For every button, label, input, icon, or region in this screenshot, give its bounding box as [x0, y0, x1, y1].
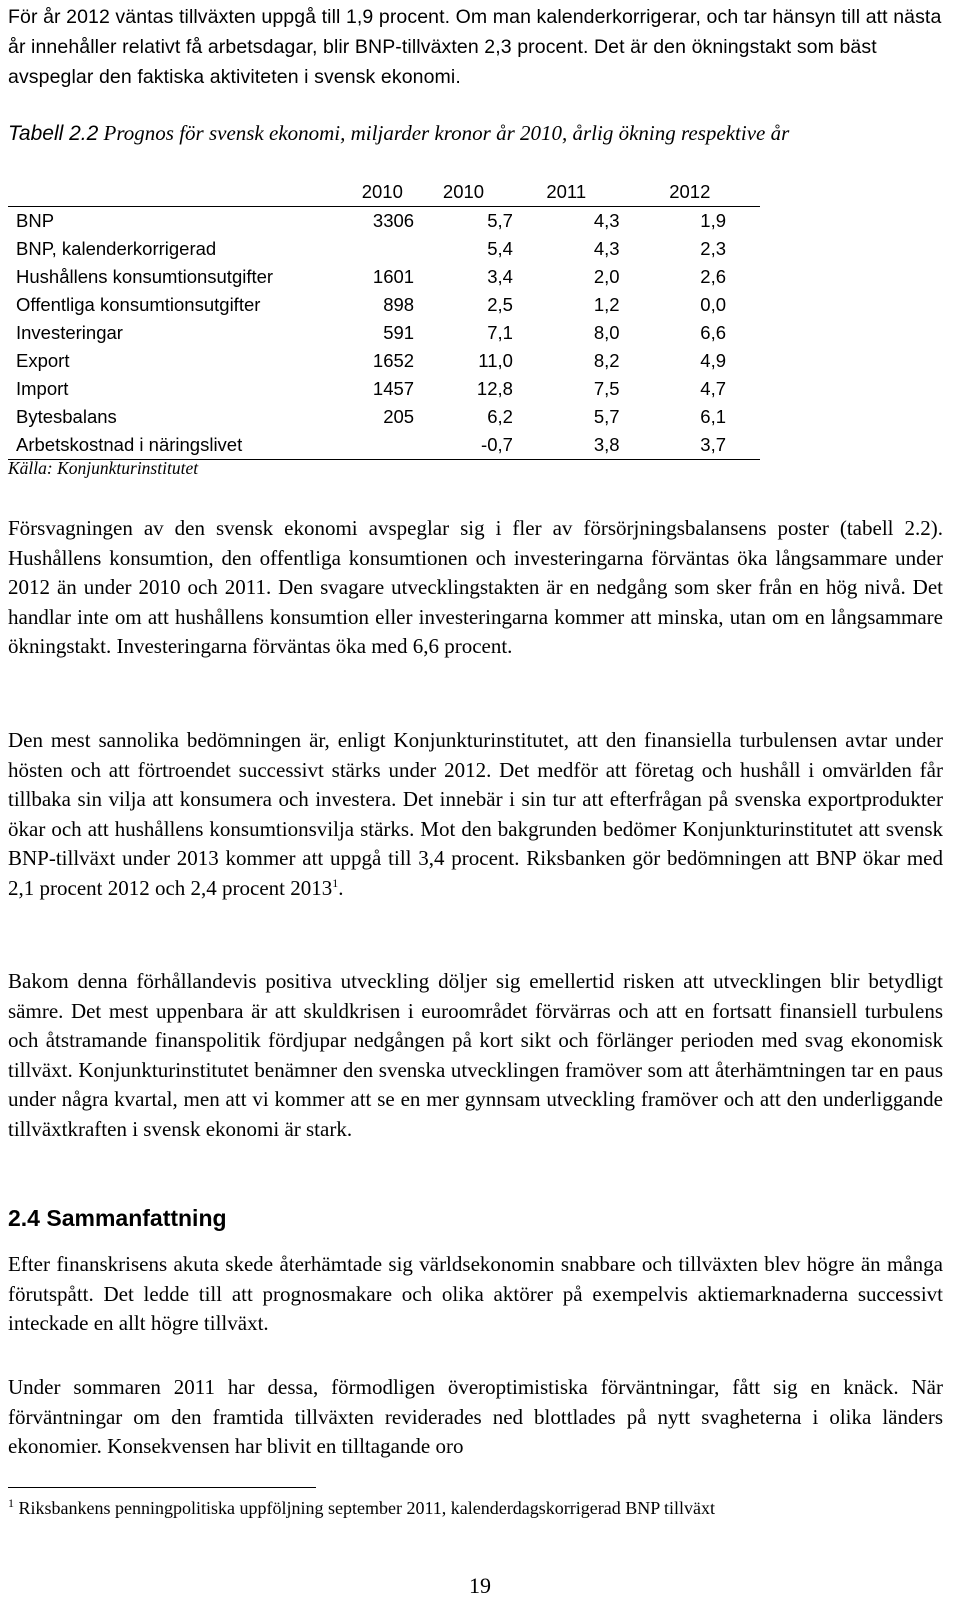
table-row — [8, 235, 760, 263]
table-cell: 3306 — [372, 210, 415, 231]
table-caption-text: Prognos för svensk ekonomi, miljarder kronor år 2010, årlig ökning respektive år — [98, 121, 790, 145]
table-cell: 4,9 — [700, 350, 726, 371]
table-header-cell — [8, 178, 351, 207]
table-row — [8, 207, 760, 236]
body-paragraph: Försvagningen av den svensk ekonomi avspeglar sig i fler av försörjningsbalansens poster (tabell 2.2). Hushållens konsumtion, den offentliga konsumtionen och investeringarna förväntas öka långsammare under 2012 än under 2010 och 2011. Den svagare utvecklingstakten är en nedgång som sker från en hög nivå. Det handlar inte om att hushållens konsumtion eller investeringarna kommer att minska, utan om en långsammare ökningstakt. Investeringarna förväntas öka med 6,6 procent. — [8, 516, 943, 658]
table-caption — [8, 118, 943, 149]
intro-paragraph: För år 2012 väntas tillväxten uppgå till 1,9 procent. Om man kalenderkorrigerar, och tar hänsyn till att nästa år innehåller relativt få arbetsdagar, blir BNP-tillväxten 2,3 procent. Det är den ökningstakt som bäst avspeglar den faktiska aktiviteten i svensk ekonomi. — [8, 6, 942, 88]
table-cell — [351, 235, 415, 263]
row-label: Arbetskostnad i näringslivet — [16, 434, 243, 455]
footnote-ref[interactable]: 1 — [332, 875, 339, 890]
row-label: BNP, kalenderkorrigerad — [16, 238, 217, 259]
table-cell — [351, 431, 415, 460]
forecast-table — [8, 178, 760, 460]
table-cell: 6,2 — [487, 406, 513, 427]
table-header-cell: 2012 — [669, 181, 711, 202]
table-cell: 3,8 — [593, 434, 620, 455]
table-cell: 1,9 — [700, 210, 726, 231]
table-cell: 7,5 — [593, 378, 620, 399]
table-cell: 2,0 — [593, 266, 620, 287]
table-header-cell: 2011 — [546, 181, 587, 202]
table-cell: 3,4 — [487, 266, 513, 287]
body-paragraph: Efter finanskrisens akuta skede återhämtade sig världsekonomin snabbare och tillväxten blev högre än många förutspått. Det ledde till att prognosmakare och olika aktörer på exempelvis aktiemarknaderna successivt inteckade en allt högre tillväxt. — [8, 1252, 943, 1335]
table-cell: 8,2 — [593, 350, 620, 371]
table-cell: 11,0 — [478, 350, 513, 371]
table-cell: 8,0 — [593, 322, 620, 343]
section-heading: 2.4 Sammanfattning — [8, 1205, 227, 1231]
table-cell: 2,3 — [700, 238, 726, 259]
table-header-row — [8, 178, 760, 207]
table-cell: 12,8 — [476, 378, 513, 399]
table-cell: 4,3 — [593, 238, 620, 259]
table-row — [8, 347, 760, 375]
table-cell: 1457 — [372, 378, 415, 399]
table-caption-label: Tabell 2.2 — [8, 122, 99, 145]
table-cell: 1652 — [372, 350, 415, 371]
table-cell: 5,7 — [487, 210, 513, 231]
table-row — [8, 403, 760, 431]
table-cell: 591 — [383, 322, 415, 343]
table-cell: 3,7 — [700, 434, 726, 455]
body-paragraph: Under sommaren 2011 har dessa, förmodligen överoptimistiska förväntningar, fått sig en knäck. När förväntningar om den framtida tillväxten reviderades ned blottlades på nytt svagheterna i olika länders ekonomier. Konsekvensen har blivit en tilltagande oro — [8, 1375, 943, 1458]
footnote — [8, 1498, 715, 1519]
table-row — [8, 263, 760, 291]
row-label: Bytesbalans — [16, 406, 117, 427]
table-cell: -0,7 — [481, 434, 513, 455]
table-cell: 6,6 — [700, 322, 726, 343]
row-label: Import — [16, 378, 69, 399]
table-cell: 1,2 — [593, 294, 620, 315]
table-row — [8, 431, 760, 460]
table-cell: 205 — [383, 406, 415, 427]
body-paragraph: Bakom denna förhållandevis positiva utveckling döljer sig emellertid risken att utvecklingen blir betydligt sämre. Det mest uppenbara är att skuldkrisen i euroområdet förvärras och att en fortsatt finansiell turbulens och åtstramande finanspolitik fördjupar nedgången på kort sikt och förlänger perioden med svag ekonomisk tillväxt. Konjunkturinstitutet benämner den svenska utvecklingen framöver som att återhämtningen tar en paus under några kvartal, men att vi kommer att se en mer gynnsam utveckling framöver och att den underliggande tillväxtkraften i svensk ekonomi är stark. — [8, 969, 943, 1141]
page-number: 19 — [469, 1573, 491, 1598]
paragraph-end: . — [338, 875, 344, 900]
footnote-divider — [8, 1487, 316, 1488]
table-row — [8, 319, 760, 347]
footnote-mark: 1 — [8, 1496, 14, 1510]
row-label: Offentliga konsumtionsutgifter — [16, 294, 261, 315]
table-cell: 1601 — [372, 266, 415, 287]
paragraph-text: Den mest sannolika bedömningen är, enligt Konjunkturinstitutet, att den finansiella turbulensen avtar under hösten och att förtroendet successivt stärks under 2012. Det medför att företag och hushåll i omvärlden får tillbaka sin vilja att konsumera och investera. Det innebär i sin tur att efterfrågan på svenska exportprodukter ökar och att hushållens konsumtionsvilja stärks. Mot den bakgrunden bedömer Konjunkturinstitutet att svensk BNP-tillväxt under 2013 kommer att uppgå till 3,4 procent. Riksbanken gör bedömningen att BNP ökar med 2,1 procent 2012 och 2,4 procent 2013 — [8, 728, 943, 900]
table-header-cell: 2010 — [361, 181, 403, 202]
table-row — [8, 375, 760, 403]
table-header-cell: 2010 — [442, 181, 485, 202]
table-cell: 898 — [383, 294, 415, 315]
table-cell: 4,3 — [593, 210, 620, 231]
footnote-text: Riksbankens penningpolitiska uppföljning september 2011, kalenderdagskorrigerad BNP tillväxt — [14, 1498, 716, 1518]
table-source: Källa: Konjunkturinstitutet — [8, 458, 199, 478]
table-cell: 6,1 — [700, 406, 726, 427]
table-cell: 2,5 — [487, 294, 513, 315]
table-cell: 7,1 — [487, 322, 513, 343]
table-cell: 5,4 — [487, 238, 513, 259]
body-paragraph — [8, 726, 943, 903]
table-row — [8, 291, 760, 319]
row-label: Hushållens konsumtionsutgifter — [16, 266, 274, 287]
row-label: BNP — [16, 210, 55, 231]
row-label: Investeringar — [16, 322, 123, 343]
table-cell: 0,0 — [700, 294, 726, 315]
row-label: Export — [16, 350, 70, 371]
table-cell: 5,7 — [593, 406, 620, 427]
table-cell: 2,6 — [700, 266, 726, 287]
table-cell: 4,7 — [700, 378, 726, 399]
